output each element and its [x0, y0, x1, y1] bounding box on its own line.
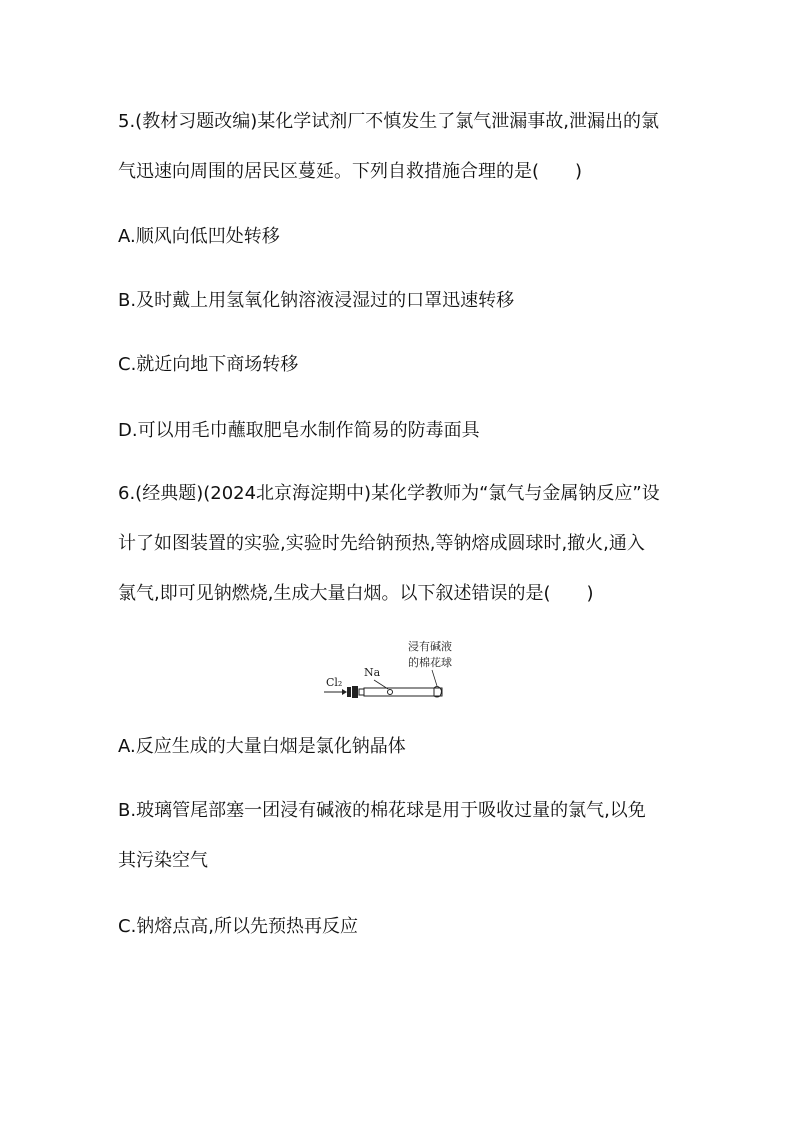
q6-option-b-line2: 其污染空气 — [118, 850, 208, 871]
q5-option-d: D.可以用毛巾蘸取肥皂水制作简易的防毒面具 — [118, 420, 480, 441]
q5-option-a: A.顺风向低凹处转移 — [118, 226, 280, 247]
q6-option-c: C.钠熔点高,所以先预热再反应 — [118, 916, 359, 937]
apparatus-svg — [320, 632, 480, 708]
label-cl2: Cl₂ — [326, 676, 343, 689]
label-na: Na — [364, 666, 381, 679]
arrow-head — [342, 689, 347, 695]
cotton-pointer-line — [432, 670, 437, 686]
q6-stem-line2: 计了如图装置的实验,实验时先给钠预热,等钠熔成圆球时,撤火,通入 — [118, 533, 645, 554]
q5-option-c: C.就近向地下商场转移 — [118, 354, 299, 375]
apparatus-diagram — [320, 632, 480, 708]
q6-stem-line1: 6.(经典题)(2024北京海淀期中)某化学教师为“氯气与金属钠反应”设 — [118, 483, 660, 504]
stopper-neck — [359, 689, 364, 695]
sodium-sample — [388, 690, 393, 695]
q6-option-b-line1: B.玻璃管尾部塞一团浸有碱液的棉花球是用于吸收过量的氯气,以免 — [118, 800, 646, 821]
stopper — [352, 686, 358, 698]
q5-option-b: B.及时戴上用氢氧化钠溶液浸湿过的口罩迅速转移 — [118, 290, 515, 311]
q5-stem-line1: 5.(教材习题改编)某化学试剂厂不慎发生了氯气泄漏事故,泄漏出的氯 — [118, 111, 659, 132]
label-cotton-line1: 浸有碱液 — [408, 640, 452, 653]
q6-stem-line3: 氯气,即可见钠燃烧,生成大量白烟。以下叙述错误的是( ) — [118, 583, 594, 604]
glass-tube — [364, 688, 442, 696]
q5-stem-line2: 气迅速向周围的居民区蔓延。下列自救措施合理的是( ) — [118, 161, 583, 182]
q6-option-a: A.反应生成的大量白烟是氯化钠晶体 — [118, 736, 406, 757]
stopper-left — [347, 687, 351, 697]
label-cotton-line2: 的棉花球 — [408, 656, 452, 669]
